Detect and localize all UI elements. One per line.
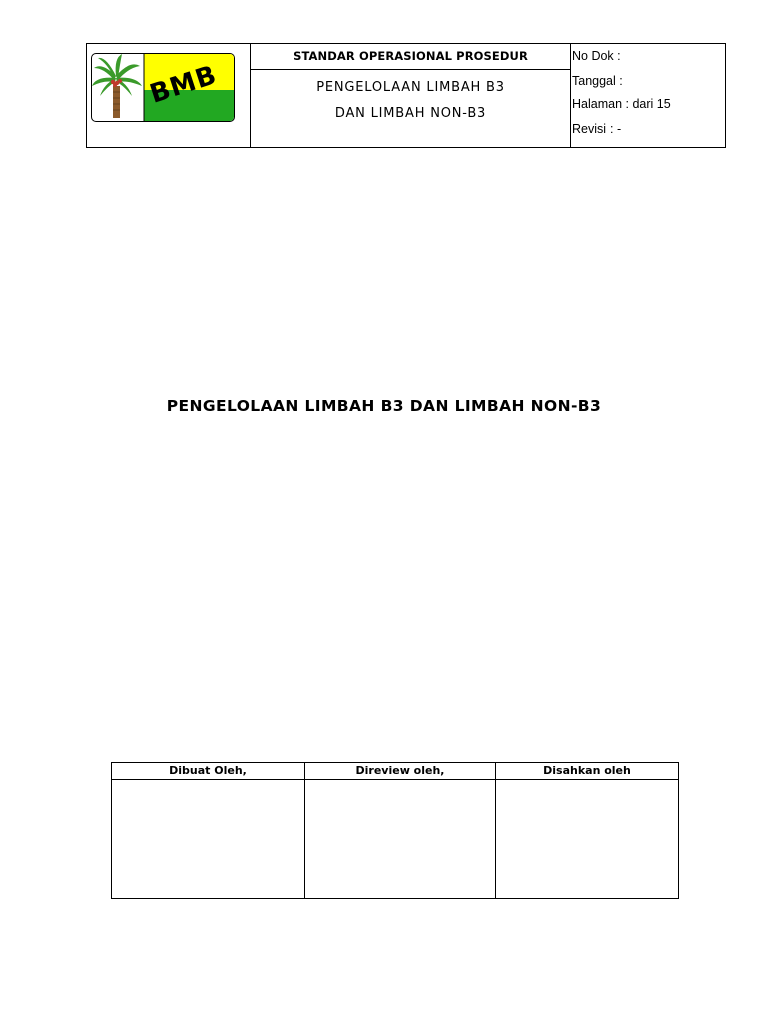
signature-space-reviewed <box>305 780 495 898</box>
tanggal-label: Tanggal : <box>572 74 623 88</box>
signature-header-prepared: Dibuat Oleh, <box>112 763 304 780</box>
revisi-label: Revisi <box>572 122 607 136</box>
halaman-label: Halaman : dari 15 <box>572 97 671 111</box>
signature-space-approved <box>496 780 678 898</box>
signature-column-approved <box>496 763 678 898</box>
document-header <box>86 43 726 148</box>
signature-header-approved: Disahkan oleh <box>496 763 678 780</box>
signature-column-prepared <box>112 763 305 898</box>
meta-cell <box>571 44 725 147</box>
doc-title-line-2: DAN LIMBAH NON-B3 <box>334 106 487 121</box>
signature-column-reviewed <box>305 763 496 898</box>
main-title: PENGELOLAAN LIMBAH B3 DAN LIMBAH NON-B3 <box>166 397 602 415</box>
signature-header-reviewed: Direview oleh, <box>305 763 495 780</box>
company-logo <box>91 53 235 122</box>
title-cell <box>251 44 571 147</box>
signature-table <box>111 762 679 899</box>
doc-title-line-1: PENGELOLAAN LIMBAH B3 <box>316 80 505 95</box>
no-dok-label: No Dok : <box>572 49 621 63</box>
signature-space-prepared <box>112 780 304 898</box>
logo-cell <box>87 44 251 147</box>
sop-label: STANDAR OPERASIONAL PROSEDUR <box>251 44 570 70</box>
revisi-value: : - <box>610 122 622 136</box>
revisi-row <box>572 122 621 136</box>
logo-text: BMB <box>146 60 221 110</box>
